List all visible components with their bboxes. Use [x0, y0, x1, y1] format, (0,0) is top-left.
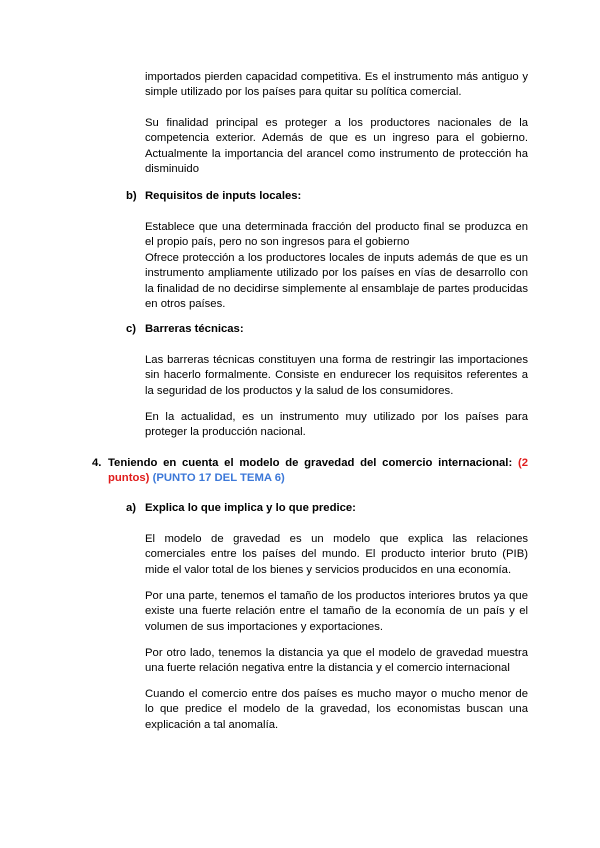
paragraph-inputs-protection: Ofrece protección a los productores locales de inputs además de que es un instrumento ampliamente utilizado por los países en vías de desarrollo con la finalidad de no decidirse simplemente al ensamblaje de partes producidas en otros países. [145, 252, 528, 311]
paragraph-barreras-definition: Las barreras técnicas constituyen una forma de restringir las importaciones sin hacerlo formalmente. Consiste en endurecer los requisitos referentes a la seguridad de los productos y la salud de los consumidores. [145, 354, 528, 397]
question-points: (2 puntos) [108, 457, 529, 485]
question-4-heading [92, 456, 528, 487]
heading-title: Barreras técnicas: [145, 323, 244, 335]
question-number: 4. [92, 457, 102, 469]
paragraph-modelo-definition: El modelo de gravedad es un modelo que explica las relaciones comerciales entre los países del mundo. El producto interior bruto (PIB) mide el valor total de los bienes y servicios producidos en una economía. [145, 533, 528, 576]
paragraph-modelo-tamano: Por una parte, tenemos el tamaño de los productos interiores brutos ya que existe una fuerte relación entre el tamaño de la economía de un país y el volumen de sus importaciones y exportaciones. [145, 590, 528, 633]
paragraph-arancel-continuation: importados pierden capacidad competitiva. Es el instrumento más antiguo y simple utilizado por los países para quitar su política comercial. [145, 71, 528, 99]
paragraph-arancel-purpose: Su finalidad principal es proteger a los productores nacionales de la competencia exterior. Además de que es un ingreso para el gobierno. Actualmente la importancia del arancel como instrumento de protección ha disminuido [145, 117, 528, 176]
heading-title: Requisitos de inputs locales: [145, 190, 302, 202]
heading-label: a) [126, 502, 137, 514]
heading-explica-modelo [126, 501, 356, 516]
question-text: Teniendo en cuenta el modelo de gravedad del comercio internacional: [108, 457, 513, 469]
heading-label: c) [126, 323, 137, 335]
paragraph-inputs-definition: Establece que una determinada fracción del producto final se produzca en el propio país, pero no son ingresos para el gobierno [145, 221, 528, 249]
heading-title: Explica lo que implica y lo que predice: [145, 502, 356, 514]
heading-label: b) [126, 190, 137, 202]
question-reference: (PUNTO 17 DEL TEMA 6) [152, 472, 285, 485]
heading-barreras-tecnicas [126, 322, 244, 337]
paragraph-barreras-actualidad: En la actualidad, es un instrumento muy utilizado por los países para proteger la producción nacional. [145, 411, 528, 439]
paragraph-modelo-anomalia: Cuando el comercio entre dos países es mucho mayor o mucho menor de lo que predice el modelo de la gravedad, los economistas buscan una explicación a tal anomalía. [145, 688, 528, 731]
heading-requisitos-inputs [126, 189, 301, 204]
paragraph-modelo-distancia: Por otro lado, tenemos la distancia ya que el modelo de gravedad muestra una fuerte relación negativa entre la distancia y el comercio internacional [145, 647, 528, 675]
